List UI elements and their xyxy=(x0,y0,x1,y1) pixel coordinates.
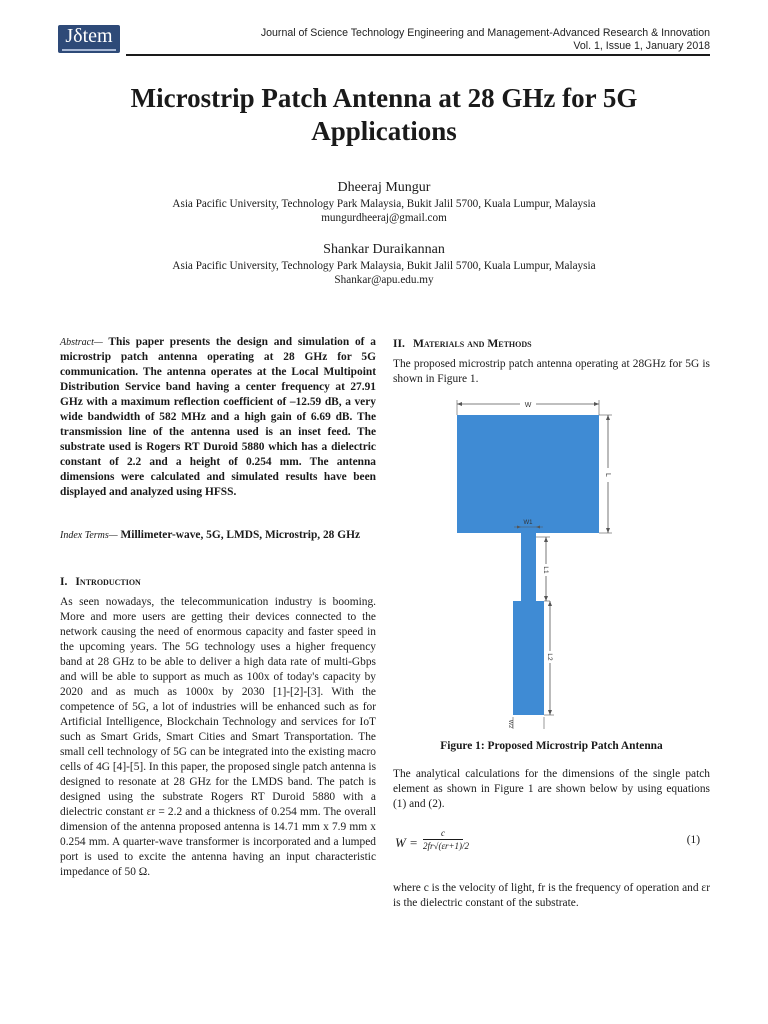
antenna-feed-line-1 xyxy=(521,533,536,601)
dimension-l xyxy=(599,415,613,533)
methods-paragraph-3: where c is the velocity of light, fr is the frequency of operation and εr is the dielectric constant of the substrate. xyxy=(393,882,710,909)
author-name-2: Shankar Duraikannan xyxy=(323,242,445,257)
label-w: W xyxy=(524,402,532,409)
author-email-1: mungurdheeraj@gmail.com xyxy=(321,212,447,224)
equation-denominator: 2fr√(εr+1)/2 xyxy=(423,841,470,851)
logo-underline xyxy=(62,49,116,51)
label-l2: L2 xyxy=(546,653,553,661)
section-title: Introduction xyxy=(75,575,141,588)
section-heading-methods xyxy=(393,337,532,351)
title-line-2: Applications xyxy=(311,116,457,146)
author-email-2: Shankar@apu.edu.my xyxy=(334,274,434,286)
equation-lhs: W = xyxy=(395,835,418,850)
antenna-feed-line-2 xyxy=(513,601,544,715)
logo-text: Jδtem xyxy=(65,25,113,47)
index-terms-lead: Index Terms— xyxy=(60,530,118,541)
dimension-l1 xyxy=(536,537,551,601)
section-title: Materials and Methods xyxy=(412,337,532,350)
dimension-w xyxy=(457,399,599,415)
antenna-figure xyxy=(440,396,620,732)
equation-fraction xyxy=(423,828,470,851)
journal-logo xyxy=(58,25,120,53)
label-w1: W1 xyxy=(523,520,533,526)
equation-1 xyxy=(393,826,710,862)
section-number: I. xyxy=(60,575,68,588)
abstract-lead: Abstract— xyxy=(60,337,103,348)
abstract-text: This paper presents the design and simulation of a microstrip patch antenna operating at 28 GHz for 5G communication. The antenna operates at the Local Multipoint Distribution Service band having a center frequency at 27.91 GHz with a maximum reflection coefficient of –12.59 dB, a very wide bandwidth of 582 MHz and a high gain of 6.69 dB. The transmission line of the antenna used is an inset feed. The substrate used is Rogers RT Duroid 5880 which has a dielectric constant of 2.2 and a height of 0.254 mm. The antenna dimensions were calculated and simulated results have been displayed and analyzed using HFSS. xyxy=(60,336,376,498)
methods-paragraph-1: The proposed microstrip patch antenna operating at 28GHz for 5G is shown in Figure 1. xyxy=(393,358,710,385)
journal-header xyxy=(190,27,710,53)
index-terms xyxy=(60,528,376,543)
equation-numerator: c xyxy=(423,828,463,840)
label-l: L xyxy=(604,473,611,477)
abstract xyxy=(60,335,376,500)
dimension-l2 xyxy=(544,601,555,715)
author-affiliation-1: Asia Pacific University, Technology Park Malaysia, Bukit Jalil 5700, Kuala Lumpur, Malaysia xyxy=(172,198,596,210)
section-heading-introduction xyxy=(60,575,141,589)
journal-name: Journal of Science Technology Engineering and Management-Advanced Research & Innovation xyxy=(260,27,710,39)
author-affiliation-2: Asia Pacific University, Technology Park Malaysia, Bukit Jalil 5700, Kuala Lumpur, Malaysia xyxy=(172,260,596,272)
journal-volume: Vol. 1, Issue 1, January 2018 xyxy=(573,40,710,52)
index-terms-text: Millimeter-wave, 5G, LMDS, Microstrip, 28 GHz xyxy=(120,529,361,541)
label-w2: W2 xyxy=(507,719,513,729)
title-line-1: Microstrip Patch Antenna at 28 GHz for 5G xyxy=(130,83,638,113)
section-number: II. xyxy=(393,337,405,350)
paper-title xyxy=(60,82,708,148)
author-name-1: Dheeraj Mungur xyxy=(337,180,431,195)
introduction-text: As seen nowadays, the telecommunication industry is booming. More and more users are getting their devices connected to the network causing the need of enormous capacity and faster speed in the upcoming years. The 5G technology uses a higher frequency band at 28 GHz to be able to deliver a high data rate of multi-Gbps and will be able to support as much as 100x of today's capacity by 2020 and as much as 1000x by 2030 [1]-[2]-[3]. With the competence of 5G, a lot of industries will be enhanced such as for Artificial Intelligence, Blockchain Technology and services for IoT such as Smart Grids, Smart Cities and Smart Transportation. The small cell technology of 5G can be integrated into the existing macro cells of 4G [4]-[5]. In this paper, the proposed single patch antenna is designed to resonate at 28 GHz for the LMDS band. The patch is designed using the substrate Rogers RT Duroid 5880 with a dielectric constant εr = 2.2 and a thickness of 0.254 mm. The overall dimension of the antenna proposed antenna is 14.71 mm x 7.9 mm x 0.254 mm. A quarter-wave transformer is incorporated and a lumped port is used to excite the antenna having an input characteristic impedance of 50 Ω. xyxy=(60,596,376,878)
equation-number: (1) xyxy=(686,834,700,846)
figure-caption: Figure 1: Proposed Microstrip Patch Antenna xyxy=(440,740,663,752)
header-rule xyxy=(126,54,710,56)
methods-paragraph-2: The analytical calculations for the dimensions of the single patch element as shown in Figure 1 are shown below by using equations (1) and (2). xyxy=(393,768,710,810)
label-l1: L1 xyxy=(542,566,549,574)
dimension-w2 xyxy=(507,717,544,729)
antenna-patch xyxy=(457,415,599,533)
